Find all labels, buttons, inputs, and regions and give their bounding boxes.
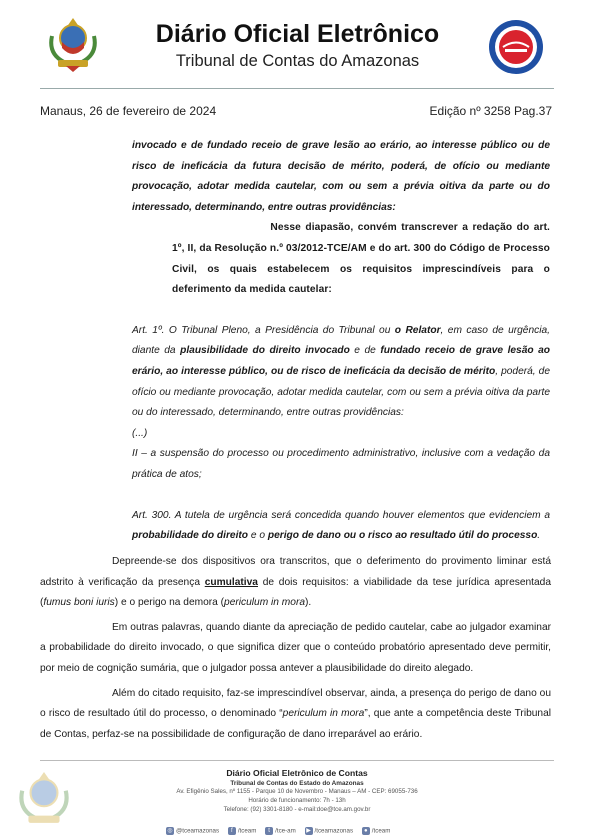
header-divider <box>40 88 554 89</box>
footer-social-links <box>166 827 466 837</box>
dateline <box>40 104 554 120</box>
page-header <box>0 0 594 90</box>
publication-date: Manaus, 26 de fevereiro de 2024 <box>40 104 217 118</box>
main-content <box>132 136 550 547</box>
quote-resolution <box>132 321 550 486</box>
facebook-link[interactable]: f /tceam <box>228 827 257 835</box>
footer-address: Av. Efigênio Sales, nº 1155 - Parque 10 de Novembro - Manaus – AM - CEP: 69055-736 <box>176 788 418 795</box>
page-subtitle: Tribunal de Contas do Amazonas <box>175 52 420 70</box>
footer-title: Diário Oficial Eletrônico de Contas <box>226 768 368 778</box>
page-title: Diário Oficial Eletrônico <box>155 20 440 48</box>
flickr-icon: ● <box>362 827 370 835</box>
instagram-icon: ◎ <box>167 828 173 834</box>
facebook-icon: f <box>228 827 236 835</box>
youtube-link[interactable]: ▶ /tceamazonas <box>306 827 354 835</box>
twitter-link[interactable]: t /tce-am <box>265 827 296 835</box>
certified-institution-seal <box>487 18 545 76</box>
footer-info <box>150 768 444 814</box>
body-text <box>40 552 551 745</box>
coat-of-arms-logo <box>46 14 100 74</box>
page-footer <box>0 764 594 840</box>
citation-intro-rest: 1º, II, da Resolução n.º 03/2012-TCE/AM e do art. 300 do Código de Processo Civil, os quais estabelecem os requisitos imprescindíveis para o deferimento da medida cautelar: <box>172 242 550 296</box>
citation-intro-first-line: Nesse diapasão, convém transcrever a redação do art. <box>270 222 550 234</box>
footer-divider <box>40 760 554 761</box>
body-paragraph-3: Além do citado requisito, faz-se imprescindível observar, ainda, a presença do perigo de dano ou o risco de resultado útil do processo, o denominado “periculum in mora”, que ante a competência deste Tribunal de Contas, perfaz-se na possibilidade de configuração de dano irreparável ao erário. <box>40 687 552 740</box>
quote-cpc-art300: Art. 300. A tutela de urgência será concedida quando houver elementos que evidenciem a probabilidade do direito e o perigo de dano ou o risco ao resultado útil do processo. <box>132 509 550 542</box>
quote-ellipsis: (...) <box>132 427 148 439</box>
youtube-icon: ▶ <box>306 828 311 834</box>
quote-item-ii: II – a suspensão do processo ou procedimento administrativo, inclusive com a vedação da prática de atos; <box>132 448 550 480</box>
body-paragraph-1: Depreende-se dos dispositivos ora transcritos, que o deferimento do provimento liminar está adstrito à verificação da presença cumulativa de dois requisitos: a viabilidade da tese jurídica apresentada (fumus boni iuris) e o perigo na demora (periculum in mora). <box>40 556 551 609</box>
footer-contact: Telefone: (92) 3301-8180 - e-mail:doe@tce.am.gov.br <box>223 806 371 813</box>
body-paragraph-2: Em outras palavras, quando diante da apreciação de pedido cautelar, cabe ao julgador examinar a probabilidade do direito invocado, o que significa dizer que o conteúdo probatório apresentado deve permitir, por meio de cognição sumária, que o julgador possa antever a plausibilidade do direito alegado. <box>40 621 551 674</box>
footer-coat-of-arms-logo <box>16 766 72 832</box>
footer-org: Tribunal de Contas do Estado do Amazonas <box>230 780 364 787</box>
instagram-link[interactable]: ◎ @tceamazonas <box>167 827 220 835</box>
footer-hours: Horário de funcionamento: 7h - 13h <box>248 797 346 804</box>
twitter-icon: t <box>265 827 273 835</box>
citation-intro <box>132 218 550 300</box>
quote-art1: Art. 1º. O Tribunal Pleno, a Presidência do Tribunal ou o Relator, em caso de urgência, diante da plausibilidade do direito invocado e de fundado receio de grave lesão ao erário, ao interesse público, ou de risco de ineficácia da decisão de mérito, poderá, de ofício ou mediante provocação, adotar medida cautelar, com ou sem a prévia oitiva da parte ou do interessado, determinando, entre outras providências: <box>132 324 551 419</box>
edition-page: Edição nº 3258 Pag.37 <box>429 104 552 118</box>
flickr-link[interactable]: ● /tceam <box>362 827 391 835</box>
continuation-paragraph: invocado e de fundado receio de grave lesão ao erário, ao interesse público ou de risco de ineficácia da futura decisão de mérito, poderá, de ofício ou mediante provocação, adotar medida cautelar, com ou sem a prévia oitiva da parte ou do interessado, determinando, entre outras providências: <box>132 140 550 213</box>
